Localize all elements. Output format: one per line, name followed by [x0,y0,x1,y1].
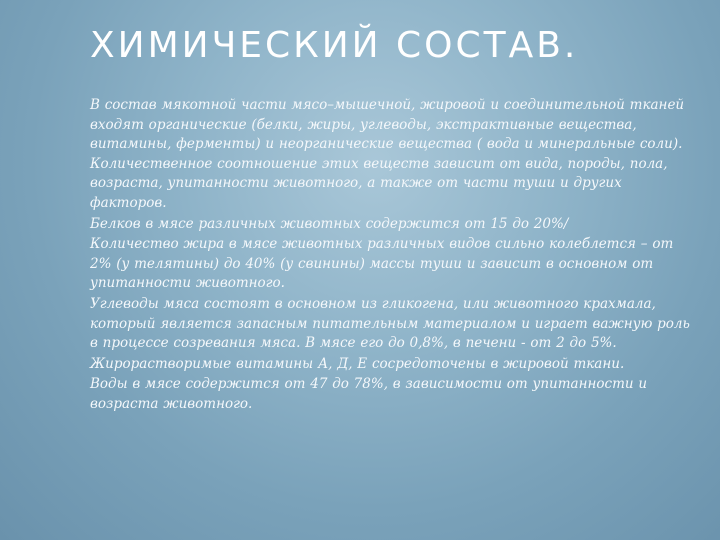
body-paragraph: Количество жира в мясе животных различных видов сильно колеблется – от 2% (у телятины) до 40% (у свинины) массы туши и зависит в основном от упитанности животного. [90,236,674,292]
body-paragraph: В состав мякотной части мясо–мышечной, жировой и соединительной тканей входят органические (белки, жиры, углеводы, экстрактивные вещества, витамины, ферменты) и неорганические вещества ( вода и минеральные соли). Количественное соотношение этих веществ зависит от вида, породы, пола, возраста, упитанности животного, а также от части туши и других факторов. [90,97,685,211]
body-paragraph: Воды в мясе содержится от 47 до 78%, в зависимости от упитанности и возраста животного. [90,376,648,412]
body-paragraph: Белков в мясе различных животных содержится от 15 до 20%/ [90,215,569,232]
slide-title: ХИМИЧЕСКИЙ СОСТАВ. [90,25,579,66]
body-paragraph: Жирорастворимые витамины А, Д, Е сосредоточены в жировой ткани. [90,355,625,372]
slide-body [90,96,690,416]
body-paragraph: Углеводы мяса состоят в основном из гликогена, или животного крахмала, который является запасным питательным материалом и играет важную роль в процессе созревания мяса. В мясе его до 0,8%, в печени - от 2 до 5%. [90,295,690,352]
